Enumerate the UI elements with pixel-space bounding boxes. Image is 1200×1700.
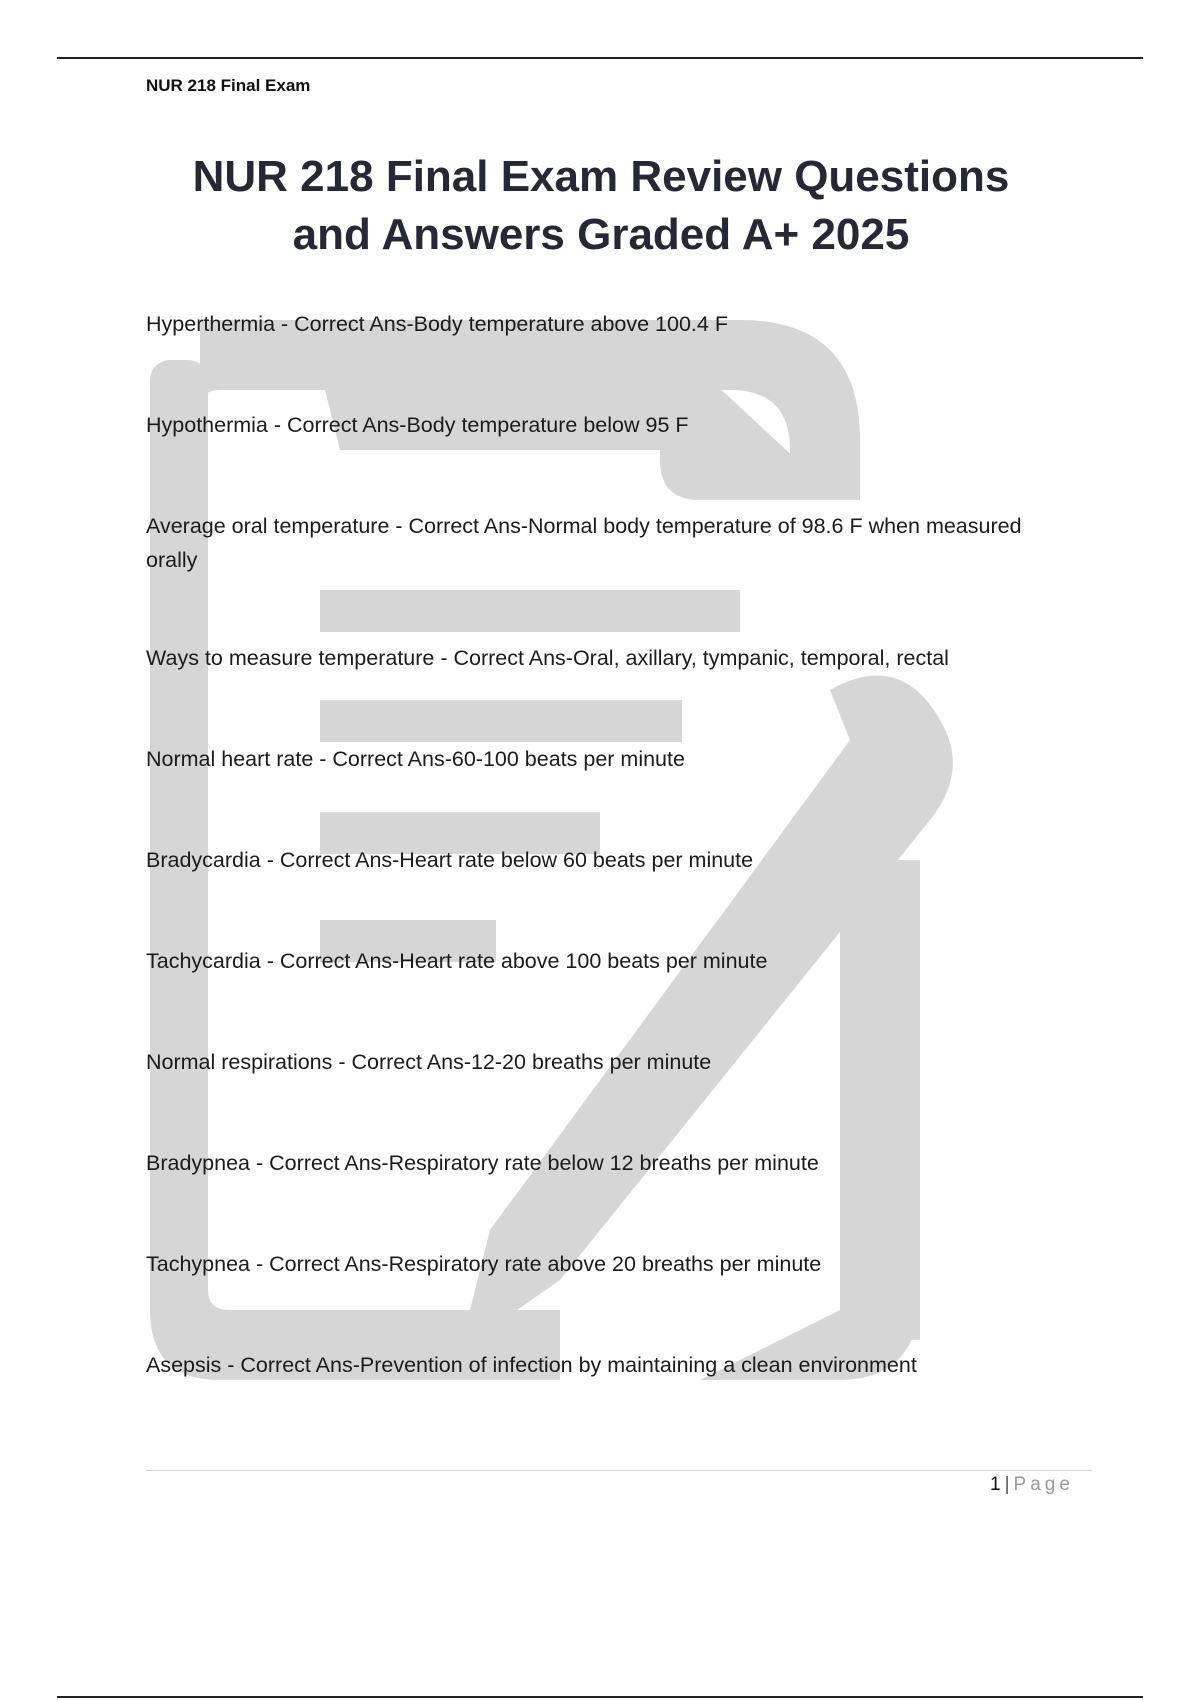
qa-item: Tachypnea - Correct Ans-Respiratory rate above 20 breaths per minute — [146, 1252, 822, 1276]
qa-item: Asepsis - Correct Ans-Prevention of infection by maintaining a clean environment — [146, 1353, 917, 1377]
qa-item: Ways to measure temperature - Correct Ans-Oral, axillary, tympanic, temporal, rectal — [146, 646, 949, 670]
qa-item: Hyperthermia - Correct Ans-Body temperature above 100.4 F — [146, 312, 728, 336]
running-header: NUR 218 Final Exam — [146, 76, 311, 95]
page-separator: | — [1004, 1474, 1010, 1495]
qa-item: Normal heart rate - Correct Ans-60-100 beats per minute — [146, 747, 685, 771]
qa-list — [146, 307, 1066, 1449]
page-footer — [990, 1474, 1074, 1496]
bottom-rule — [57, 1696, 1143, 1698]
qa-item: Bradypnea - Correct Ans-Respiratory rate below 12 breaths per minute — [146, 1151, 819, 1175]
title-line-2: and Answers Graded A+ 2025 — [292, 210, 910, 259]
footer-rule — [146, 1470, 1092, 1471]
qa-item: Normal respirations - Correct Ans-12-20 breaths per minute — [146, 1050, 712, 1074]
qa-item: Tachycardia - Correct Ans-Heart rate above 100 beats per minute — [146, 949, 768, 973]
document-title — [146, 148, 1056, 264]
qa-item: Hypothermia - Correct Ans-Body temperature below 95 F — [146, 413, 689, 437]
page-number: 1 — [990, 1474, 1001, 1495]
page-label: Page — [1013, 1474, 1074, 1495]
top-rule — [57, 57, 1143, 59]
title-line-1: NUR 218 Final Exam Review Questions — [192, 152, 1010, 201]
qa-item: Bradycardia - Correct Ans-Heart rate below 60 beats per minute — [146, 848, 754, 872]
qa-item: Average oral temperature - Correct Ans-Normal body temperature of 98.6 F when measured orally — [146, 514, 1022, 572]
